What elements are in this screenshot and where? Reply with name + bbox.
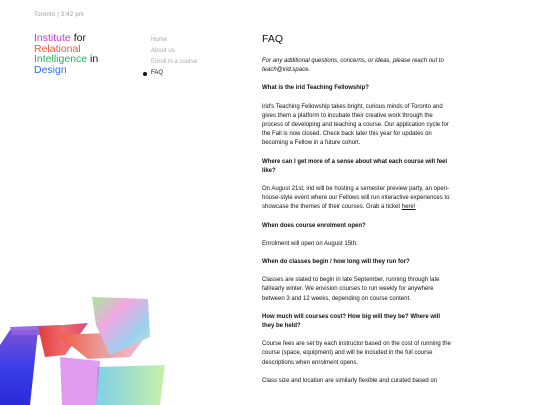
logo-word-institute: Institute <box>34 32 71 44</box>
page-title: FAQ <box>262 33 284 45</box>
logo-word-for: for <box>73 32 86 44</box>
faq-question: When does course enrolment open? <box>262 222 366 229</box>
faq-answer: Course fees are set by each instructor based on the cost of running the course (space, equipment) and will be included in the full course descriptions when enrolment opens. <box>262 341 451 366</box>
nav-item-enroll[interactable]: Enroll in a course <box>151 59 198 65</box>
nav-item-about-us[interactable]: About us <box>151 48 175 54</box>
logo-word-design: Design <box>34 63 67 76</box>
faq-content <box>262 33 452 395</box>
ticket-link[interactable]: here! <box>401 204 416 211</box>
faq-question: How much will courses cost? How big will they be? Where will they be held? <box>262 313 441 330</box>
art-cyan-bottom <box>96 365 165 405</box>
logo-word-relational: Relational <box>34 42 81 55</box>
faq-question: Where can I get more of a sense about what each course will feel like? <box>262 158 448 174</box>
faq-question: What is the irid Teaching Fellowship? <box>262 85 369 92</box>
faq-answer-text: On August 21st, irid will be hosting a semester preview party, an open-house-style event where our Fellows will run interactive experiences to showcase the themes of their courses. Grab a ticket <box>262 186 450 211</box>
art-magenta-edge <box>60 357 100 405</box>
art-blue-face <box>0 330 38 405</box>
logo-word-intelligence: Intelligence <box>34 53 88 65</box>
faq-answer: Enrolment will open on August 15th. <box>262 240 358 247</box>
nav-item-home[interactable]: Home <box>151 37 168 43</box>
logo-word-in: in <box>90 53 99 65</box>
nav-item-faq[interactable]: FAQ <box>143 68 197 79</box>
faq-answer: Classes are slated to begin in late September, running through late fall/early winter. We envision courses to run weekly for anywhere between 3 and 12 weeks, depending on course content. <box>262 277 440 302</box>
faq-answer: irid's Teaching Fellowship takes bright, curious minds of Toronto and gives them a platform to incubate their creative work through the process of developing and teaching a course. Our application cycle for the Fall is now closed. Check back later this year for updates on becoming a Fellow in a future cohort. <box>262 103 449 147</box>
faq-question: When do classes begin / how long will they run for? <box>262 259 410 266</box>
main-nav <box>143 35 197 79</box>
faq-intro: For any additional questions, concerns, or ideas, please reach out to teach@irid.space. <box>262 58 444 74</box>
faq-answer-continued: Class size and location are similarly flexible and curated based on <box>262 377 438 384</box>
faq-answer <box>262 185 452 213</box>
status-bar: Toronto | 3:42 pm <box>34 12 84 18</box>
logo[interactable] <box>34 33 98 75</box>
iridescent-shape-art <box>0 295 175 405</box>
